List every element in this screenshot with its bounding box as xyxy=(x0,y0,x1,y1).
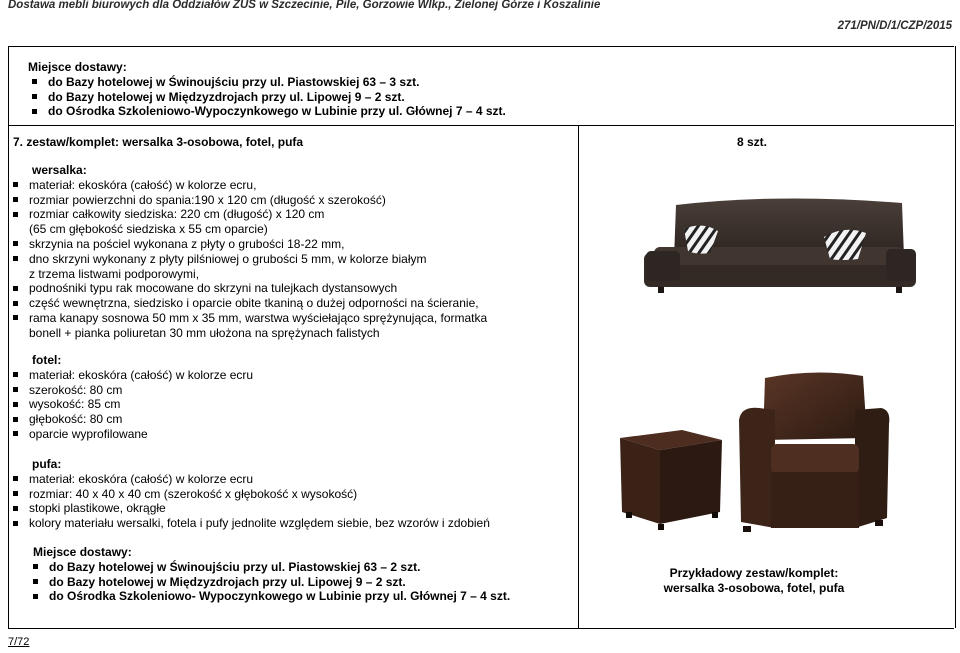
fotel-section xyxy=(13,353,253,442)
fotel-heading: fotel: xyxy=(32,353,62,367)
table-column-divider xyxy=(578,125,579,628)
page-number: 7/72 xyxy=(8,636,30,648)
list-item: do Ośrodka Szkoleniowo-Wypoczynkowego w Lubinie przy ul. Głównej 7 – 4 szt. xyxy=(32,104,506,119)
table-bottom-border xyxy=(8,628,954,629)
bullet-square-icon xyxy=(13,387,18,392)
bullet-square-icon xyxy=(13,256,18,261)
table-right-border xyxy=(955,46,956,628)
bullet-square-icon xyxy=(32,79,37,84)
list-item: rozmiar: 40 x 40 x 40 cm (szerokość x głębokość x wysokość) xyxy=(13,487,490,502)
pufa-section xyxy=(13,457,490,531)
bullet-square-icon xyxy=(13,212,18,217)
bullet-square-icon xyxy=(32,94,37,99)
bullet-square-icon xyxy=(13,286,18,291)
top-delivery-section xyxy=(28,60,506,119)
bullet-square-icon xyxy=(13,521,18,526)
list-item: dno skrzyni wykonany z płyty pilśniowej o grubości 5 mm, w kolorze białym xyxy=(13,252,487,267)
wersalka-section xyxy=(13,163,487,341)
pouf-image xyxy=(612,428,727,533)
bullet-square-icon xyxy=(13,491,18,496)
item-quantity: 8 szt. xyxy=(737,135,768,149)
item-title: 7. zestaw/komplet: wersalka 3-osobowa, fotel, pufa xyxy=(13,135,304,149)
bullet-square-icon xyxy=(13,301,18,306)
bullet-square-icon xyxy=(33,594,38,599)
bullet-square-icon xyxy=(13,431,18,436)
table-top-border xyxy=(8,46,954,47)
bottom-delivery-heading: Miejsce dostawy: xyxy=(33,545,132,559)
list-item-continuation: (65 cm głębokość siedziska x 55 cm oparcie) xyxy=(29,222,268,237)
top-delivery-heading: Miejsce dostawy: xyxy=(28,60,127,74)
list-item: do Bazy hotelowej w Świnoujściu przy ul. Piastowskiej 63 – 2 szt. xyxy=(33,560,510,575)
document-reference-code: 271/PN/D/1/CZP/2015 xyxy=(837,20,952,32)
list-item: do Bazy hotelowej w Międzyzdrojach przy ul. Lipowej 9 – 2 szt. xyxy=(32,90,506,105)
bullet-square-icon xyxy=(13,182,18,187)
bullet-square-icon xyxy=(13,402,18,407)
list-item: do Bazy hotelowej w Międzyzdrojach przy ul. Lipowej 9 – 2 szt. xyxy=(33,575,510,590)
list-item: materiał: ekoskóra (całość) w kolorze ecru xyxy=(13,368,253,383)
list-item: głębokość: 80 cm xyxy=(13,412,253,427)
bullet-square-icon xyxy=(33,579,38,584)
bottom-delivery-section xyxy=(33,545,510,604)
list-item: oparcie wyprofilowane xyxy=(13,427,253,442)
list-item: materiał: ekoskóra (całość) w kolorze ecru, xyxy=(13,178,487,193)
bullet-square-icon xyxy=(13,476,18,481)
list-item: część wewnętrzna, siedzisko i oparcie obite tkaniną o dużej odporności na ścieranie, xyxy=(13,296,487,311)
list-item-continuation: bonell + pianka poliuretan 30 mm ułożona na sprężynach falistych xyxy=(29,325,380,340)
bullet-square-icon xyxy=(32,109,37,114)
bullet-square-icon xyxy=(13,197,18,202)
list-item: rozmiar całkowity siedziska: 220 cm (długość) x 120 cm xyxy=(13,207,487,222)
list-item-continuation: z trzema listwami podporowymi, xyxy=(29,266,200,281)
list-item: stopki plastikowe, okrągłe xyxy=(13,501,490,516)
list-item: szerokość: 80 cm xyxy=(13,383,253,398)
bullet-square-icon xyxy=(13,241,18,246)
image-caption xyxy=(644,566,864,596)
list-item: rozmiar powierzchni do spania:190 x 120 cm (długość x szerokość) xyxy=(13,193,487,208)
list-item: rama kanapy sosnowa 50 mm x 35 mm, warstwa wyściełająco sprężynująca, formatka xyxy=(13,311,487,326)
list-item: wysokość: 85 cm xyxy=(13,397,253,412)
sofa-image xyxy=(640,195,920,305)
list-item: podnośniki typu rak mocowane do skrzyni na tulejkach dystansowych xyxy=(13,281,487,296)
bullet-square-icon xyxy=(13,372,18,377)
list-item: kolory materiału wersalki, fotela i pufy jednolite względem siebie, bez wzorów i zdobień xyxy=(13,516,490,531)
bullet-square-icon xyxy=(13,506,18,511)
table-left-border xyxy=(8,46,9,628)
bullet-square-icon xyxy=(13,315,18,320)
list-item: materiał: ekoskóra (całość) w kolorze ecru xyxy=(13,472,490,487)
list-item: do Bazy hotelowej w Świnoujściu przy ul. Piastowskiej 63 – 3 szt. xyxy=(32,75,506,90)
caption-line-2: wersalka 3-osobowa, fotel, pufa xyxy=(663,581,845,595)
armchair-image xyxy=(735,368,895,538)
bullet-square-icon xyxy=(33,564,38,569)
document-header-title: Dostawa mebli biurowych dla Oddziałów ZUS w Szczecinie, Pile, Gorzowie Wlkp., Zielonej Górze i Koszalinie xyxy=(8,0,601,11)
table-row-divider xyxy=(8,125,954,126)
bullet-square-icon xyxy=(13,417,18,422)
list-item: skrzynia na pościel wykonana z płyty o grubości 18-22 mm, xyxy=(13,237,487,252)
caption-line-1: Przykładowy zestaw/komplet: xyxy=(669,566,839,580)
list-item: do Ośrodka Szkoleniowo- Wypoczynkowego w Lubinie przy ul. Głównej 7 – 4 szt. xyxy=(33,589,510,604)
pufa-heading: pufa: xyxy=(32,457,62,471)
wersalka-heading: wersalka: xyxy=(32,163,87,177)
